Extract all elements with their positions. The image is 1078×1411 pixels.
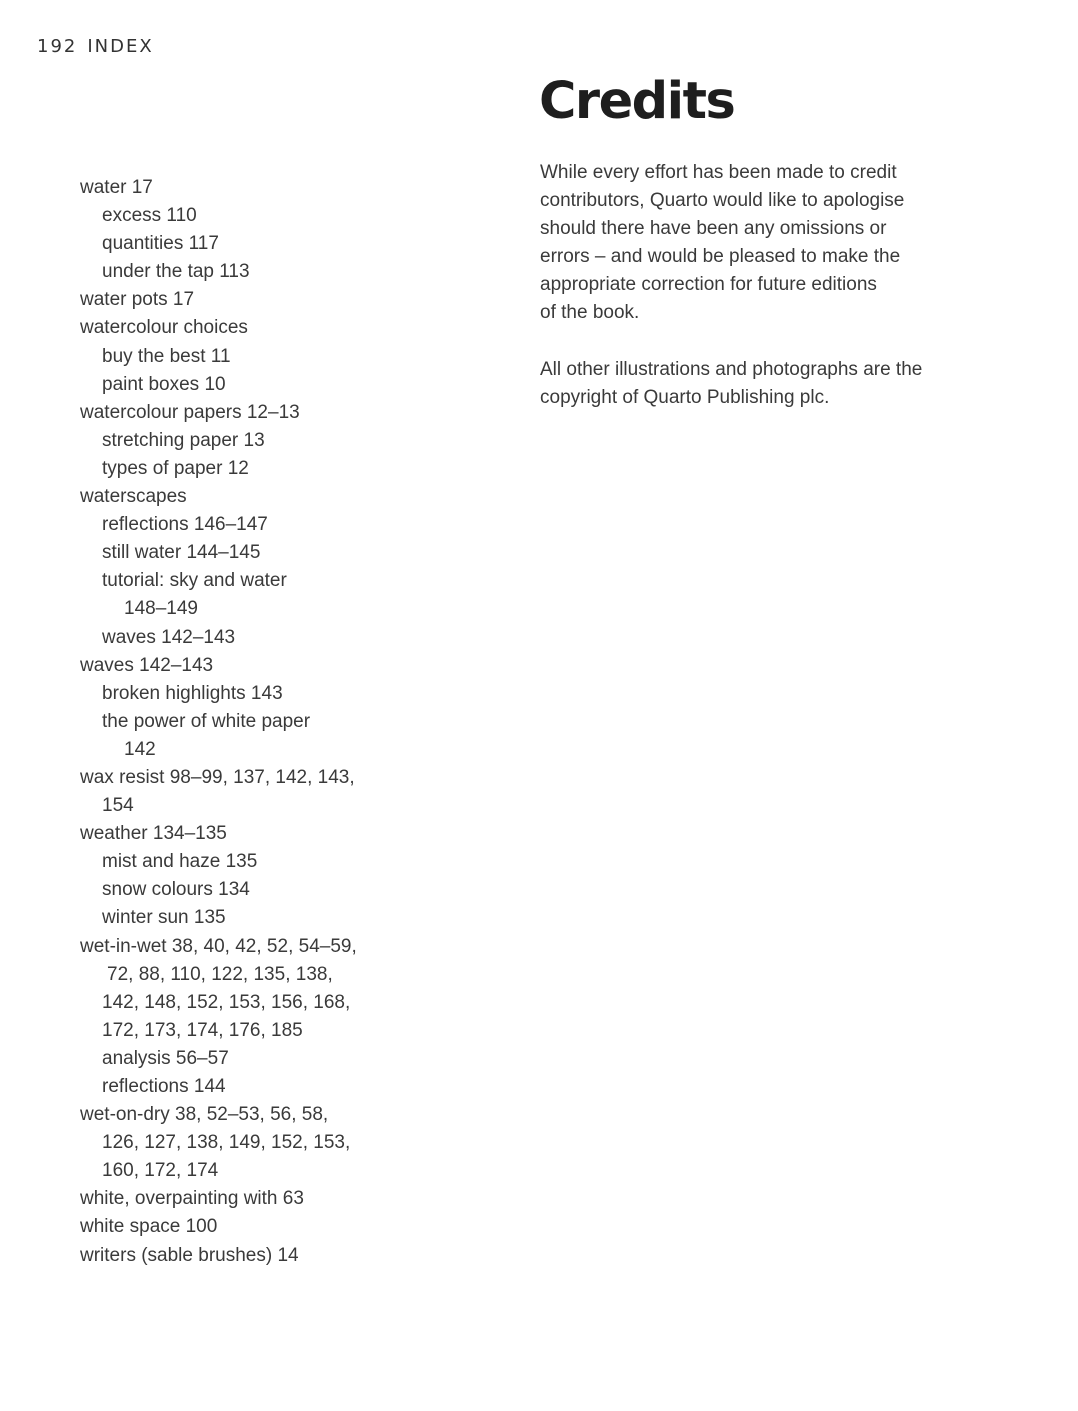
index-entry: waterscapes bbox=[80, 486, 187, 508]
index-subentry: waves 142–143 bbox=[102, 626, 236, 648]
index-subentry: still water 144–145 bbox=[102, 542, 261, 564]
index-subentry: 142, 148, 152, 153, 156, 168, bbox=[102, 991, 351, 1013]
index-subentry: types of paper 12 bbox=[102, 457, 249, 479]
index-subentry: under the tap 113 bbox=[102, 261, 250, 283]
credits-paragraph-1 bbox=[540, 159, 960, 328]
index-entry: waves 142–143 bbox=[80, 654, 214, 676]
page-number: 192 bbox=[37, 36, 78, 57]
credits-line: All other illustrations and photographs are the bbox=[540, 358, 923, 380]
index-subentry: 72, 88, 110, 122, 135, 138, bbox=[107, 963, 333, 985]
index-entry: white space 100 bbox=[80, 1216, 218, 1238]
index-subentry: snow colours 134 bbox=[102, 879, 250, 901]
index-entry: watercolour papers 12–13 bbox=[80, 401, 300, 423]
credits-line: While every effort has been made to credit bbox=[540, 162, 897, 183]
credits-line: errors – and would be pleased to make the bbox=[540, 246, 901, 268]
index-subentry: the power of white paper bbox=[102, 710, 311, 732]
index-entry: wax resist 98–99, 137, 142, 143, bbox=[80, 766, 355, 788]
index-subentry: reflections 144 bbox=[102, 1076, 226, 1097]
credits-line: should there have been any omissions or bbox=[540, 218, 887, 240]
index-subentry: 160, 172, 174 bbox=[102, 1160, 219, 1182]
index-entry: wet-in-wet 38, 40, 42, 52, 54–59, bbox=[80, 935, 357, 957]
index-subentry: buy the best 11 bbox=[102, 345, 231, 367]
index-entry: wet-on-dry 38, 52–53, 56, 58, bbox=[80, 1104, 329, 1126]
index-entry: weather 134–135 bbox=[80, 823, 227, 845]
index-subentry: stretching paper 13 bbox=[102, 429, 265, 451]
index-entry: writers (sable brushes) 14 bbox=[80, 1244, 299, 1266]
index-entry: water pots 17 bbox=[80, 289, 195, 311]
index-entry: water 17 bbox=[80, 177, 153, 198]
index-subentry: 148–149 bbox=[124, 598, 198, 620]
index-entry: white, overpainting with 63 bbox=[80, 1188, 304, 1210]
credits-heading: Credits bbox=[539, 72, 735, 131]
index-subentry: reflections 146–147 bbox=[102, 514, 268, 536]
section-title: INDEX bbox=[87, 36, 154, 57]
index-subentry: mist and haze 135 bbox=[102, 851, 258, 873]
credits-line: appropriate correction for future editions bbox=[540, 274, 877, 296]
credits-paragraph-2 bbox=[540, 356, 960, 412]
index-subentry: 154 bbox=[102, 795, 134, 817]
index-entry: watercolour choices bbox=[80, 317, 248, 339]
credits-line: copyright of Quarto Publishing plc. bbox=[540, 386, 830, 408]
index-subentry: paint boxes 10 bbox=[102, 373, 226, 395]
index-subentry: tutorial: sky and water bbox=[102, 570, 287, 592]
credits-line: contributors, Quarto would like to apologise bbox=[540, 190, 905, 212]
index-subentry: broken highlights 143 bbox=[102, 682, 283, 704]
index-subentry: 172, 173, 174, 176, 185 bbox=[102, 1019, 303, 1041]
index-list bbox=[80, 174, 380, 1270]
running-head bbox=[37, 36, 154, 57]
index-subentry: analysis 56–57 bbox=[102, 1047, 229, 1069]
credits-body bbox=[540, 159, 960, 440]
index-subentry: winter sun 135 bbox=[102, 907, 226, 929]
credits-line: of the book. bbox=[540, 302, 640, 324]
index-subentry: 126, 127, 138, 149, 152, 153, bbox=[102, 1132, 351, 1154]
index-subentry: quantities 117 bbox=[102, 233, 219, 255]
index-subentry: excess 110 bbox=[102, 205, 197, 227]
index-subentry: 142 bbox=[124, 738, 156, 760]
